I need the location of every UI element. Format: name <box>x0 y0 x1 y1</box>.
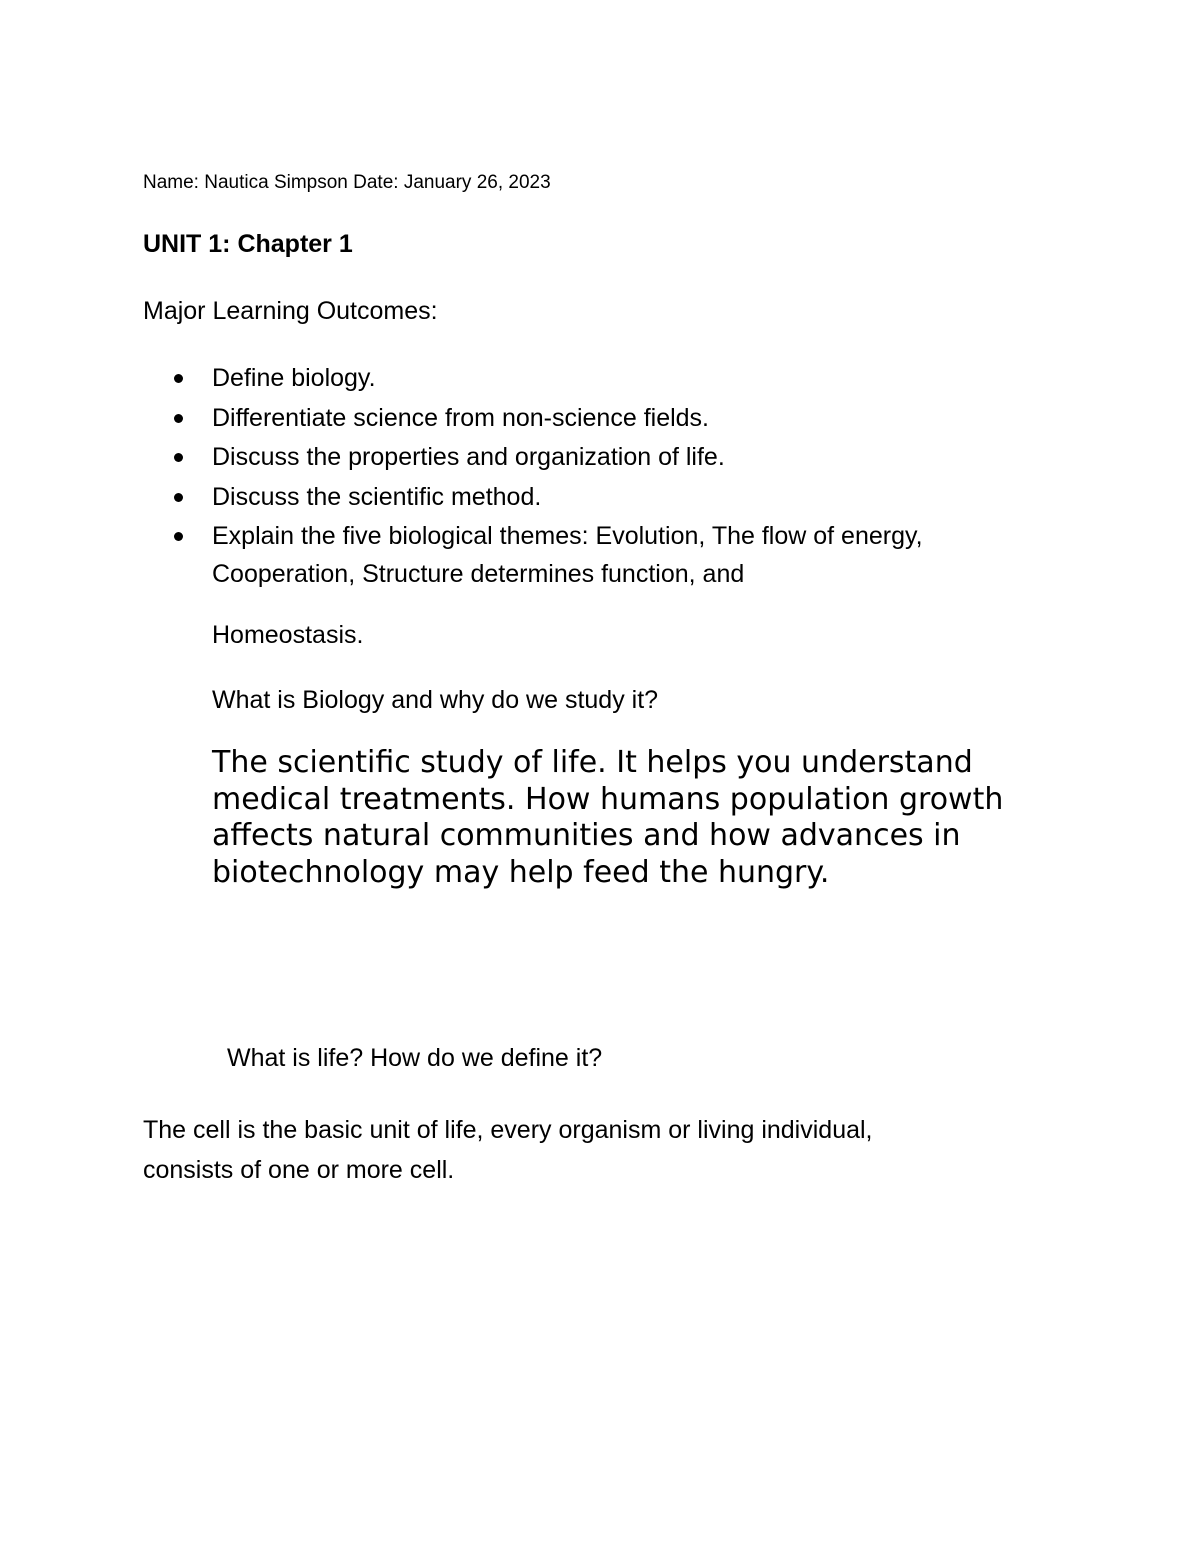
answer-line: medical treatments. How humans population growth <box>212 781 1004 817</box>
bullet-icon <box>174 532 183 541</box>
outcome-text: Differentiate science from non-science fields. <box>212 403 709 432</box>
answer-line: The cell is the basic unit of life, every organism or living individual, <box>143 1116 873 1144</box>
list-item <box>172 481 923 521</box>
outcome-text: Define biology. <box>212 364 376 392</box>
answer-line: The scientific study of life. It helps you understand <box>212 745 973 780</box>
outcomes-heading: Major Learning Outcomes: <box>143 297 438 325</box>
answer-line: affects natural communities and how advances in <box>212 818 961 853</box>
list-item <box>172 362 923 402</box>
answer-life <box>143 1110 873 1190</box>
answer-line: biotechnology may help feed the hungry. <box>212 854 830 890</box>
bullet-icon <box>174 493 183 502</box>
list-item <box>172 402 923 442</box>
bullet-icon <box>174 453 183 462</box>
unit-title: UNIT 1: Chapter 1 <box>143 230 353 258</box>
outcomes-list <box>172 362 923 590</box>
outcome-homeostasis-line: Homeostasis. <box>212 621 364 649</box>
outcome-text: Explain the five biological themes: Evolution, The flow of energy, <box>212 522 923 550</box>
bullet-icon <box>174 374 183 383</box>
bullet-icon <box>174 414 183 423</box>
name-date-line: Name: Nautica Simpson Date: January 26, 2023 <box>143 172 551 193</box>
list-item <box>172 441 923 481</box>
outcome-text: Discuss the scientific method. <box>212 482 542 511</box>
question-biology: What is Biology and why do we study it? <box>212 686 659 714</box>
answer-line: consists of one or more cell. <box>143 1156 455 1184</box>
list-item <box>172 520 923 590</box>
answer-biology <box>212 745 1112 891</box>
outcome-text-continuation: Cooperation, Structure determines function, and <box>212 560 745 588</box>
outcome-text: Discuss the properties and organization of life. <box>212 443 725 471</box>
question-life: What is life? How do we define it? <box>227 1044 603 1072</box>
